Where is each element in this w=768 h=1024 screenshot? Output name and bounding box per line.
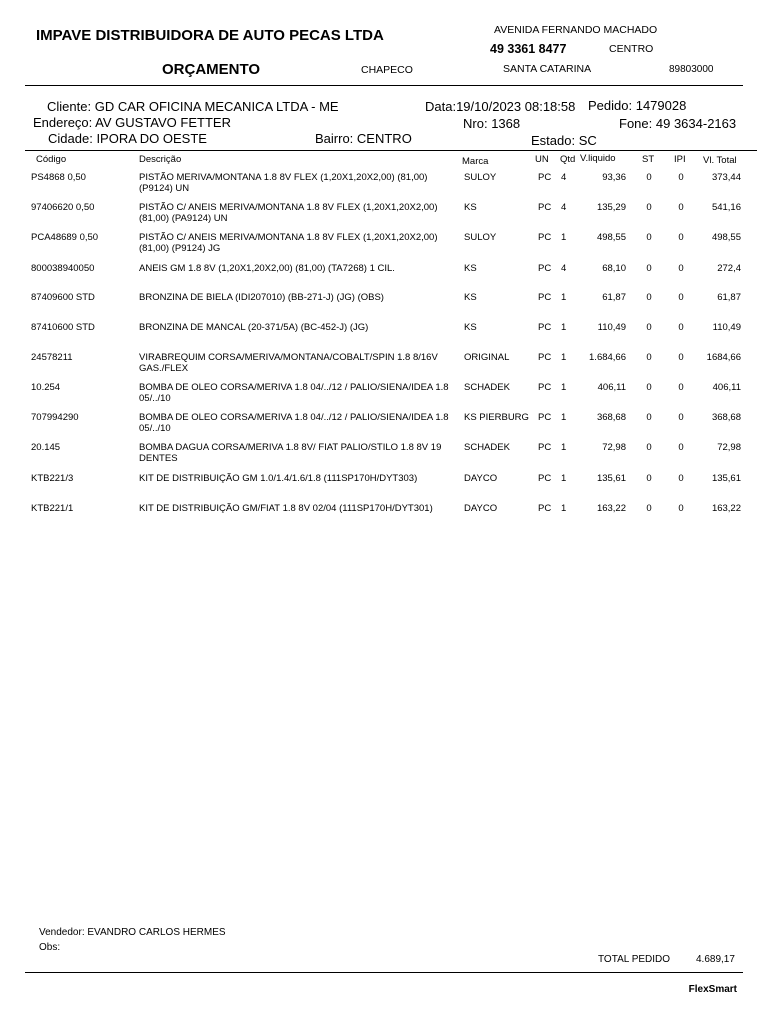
cell-total: 163,22 — [711, 503, 741, 514]
col-header-ipi: IPI — [674, 154, 686, 165]
table-row — [0, 412, 768, 442]
table-row — [0, 263, 768, 293]
cell-unit-price: 368,68 — [596, 412, 626, 423]
col-header-codigo: Código — [36, 154, 67, 165]
cell-total: 373,44 — [711, 172, 741, 183]
cell-total: 541,16 — [711, 202, 741, 213]
company-cep: 89803000 — [669, 64, 714, 75]
observations: Obs: — [39, 942, 61, 953]
city-label: Cidade: — [48, 131, 93, 146]
cell-ipi: 0 — [678, 263, 684, 274]
cell-unit: PC — [538, 172, 552, 183]
cell-quantity: 1 — [561, 473, 567, 484]
table-row — [0, 382, 768, 412]
cell-ipi: 0 — [678, 503, 684, 514]
pedido-label: Pedido: — [588, 98, 633, 113]
cell-unit-price: 135,29 — [596, 202, 626, 213]
estado-label: Estado: — [531, 133, 576, 148]
cell-st: 0 — [646, 292, 652, 303]
table-row — [0, 473, 768, 503]
fone-label: Fone: — [619, 116, 653, 131]
order-number — [588, 98, 686, 113]
cell-ipi: 0 — [678, 412, 684, 423]
cell-brand: KS — [464, 292, 477, 303]
cell-ipi: 0 — [678, 202, 684, 213]
cell-description: BRONZINA DE BIELA (IDI207010) (BB-271-J) (JG) (OBS) — [139, 292, 384, 303]
cell-code: 20.145 — [31, 442, 61, 453]
cell-unit-price: 110,49 — [597, 322, 626, 333]
cell-st: 0 — [646, 382, 652, 393]
company-street: AVENIDA FERNANDO MACHADO — [494, 24, 658, 36]
cell-unit-price: 72,98 — [602, 442, 626, 453]
cell-code: PCA48689 0,50 — [31, 232, 99, 243]
client-name — [47, 99, 339, 114]
cell-st: 0 — [646, 172, 652, 183]
footer-divider — [25, 972, 743, 973]
cell-quantity: 1 — [561, 232, 567, 243]
cell-st: 0 — [646, 322, 652, 333]
col-header-st: ST — [642, 154, 655, 165]
col-header-un: UN — [535, 154, 549, 165]
document-title: ORÇAMENTO — [162, 61, 261, 78]
cell-total: 110,49 — [712, 322, 741, 333]
cell-quantity: 4 — [561, 202, 567, 213]
cell-ipi: 0 — [678, 442, 684, 453]
address-label: Endereço: — [33, 115, 93, 130]
cell-description: ANEIS GM 1.8 8V (1,20X1,20X2,00) (81,00) (TA7268) 1 CIL. — [139, 263, 395, 274]
pedido-value: 1479028 — [635, 98, 687, 113]
cell-description: PISTÃO MERIVA/MONTANA 1.8 8V FLEX (1,20X1,20X2,00) (81,00) (P9124) UN — [139, 172, 428, 194]
table-row — [0, 202, 768, 232]
salesperson: Vendedor: EVANDRO CARLOS HERMES — [39, 927, 226, 938]
cell-brand: KS PIERBURG — [464, 412, 529, 423]
cell-description: VIRABREQUIM CORSA/MERIVA/MONTANA/COBALT/SPIN 1.8 8/16V GAS./FLEX — [139, 352, 438, 374]
bairro-value: CENTRO — [356, 131, 412, 146]
cell-description: BRONZINA DE MANCAL (20-371/5A) (BC-452-J) (JG) — [139, 322, 369, 333]
cell-brand: KS — [464, 322, 477, 333]
cell-quantity: 4 — [561, 172, 567, 183]
cell-brand: SULOY — [464, 172, 497, 183]
cell-total: 272,4 — [717, 263, 741, 274]
company-name: IMPAVE DISTRIBUIDORA DE AUTO PECAS LTDA — [36, 27, 384, 44]
cell-brand: DAYCO — [464, 503, 498, 514]
cell-unit-price: 68,10 — [602, 263, 626, 274]
cell-ipi: 0 — [678, 473, 684, 484]
cell-brand: KS — [464, 263, 477, 274]
cell-unit-price: 406,11 — [597, 382, 626, 393]
date-value: 19/10/2023 08:18:58 — [456, 99, 576, 114]
cell-st: 0 — [646, 352, 652, 363]
cell-code: PS4868 0,50 — [31, 172, 86, 183]
total-label: TOTAL PEDIDO — [598, 954, 671, 965]
table-header-divider — [25, 150, 757, 151]
date-label: Data: — [425, 99, 457, 114]
col-header-descricao: Descrição — [139, 154, 182, 165]
cell-unit-price: 61,87 — [602, 292, 626, 303]
cell-unit: PC — [538, 292, 552, 303]
client-label: Cliente: — [47, 99, 92, 114]
cell-brand: ORIGINAL — [464, 352, 510, 363]
cell-unit-price: 135,61 — [596, 473, 626, 484]
cell-code: 707994290 — [31, 412, 79, 423]
cell-st: 0 — [646, 442, 652, 453]
cell-quantity: 1 — [561, 503, 567, 514]
company-city: CHAPECO — [361, 64, 413, 76]
cell-brand: SULOY — [464, 232, 497, 243]
cell-code: KTB221/1 — [31, 503, 74, 514]
cell-ipi: 0 — [678, 352, 684, 363]
cell-brand: DAYCO — [464, 473, 498, 484]
cell-description: KIT DE DISTRIBUIÇÃO GM 1.0/1.4/1.6/1.8 (111SP170H/DYT303) — [139, 473, 418, 484]
cell-quantity: 1 — [561, 352, 567, 363]
cell-total: 368,68 — [711, 412, 741, 423]
cell-st: 0 — [646, 503, 652, 514]
cell-unit: PC — [538, 352, 552, 363]
table-row — [0, 292, 768, 322]
table-row — [0, 442, 768, 472]
cell-code: 97406620 0,50 — [31, 202, 95, 213]
cell-code: 87409600 STD — [31, 292, 95, 303]
cell-unit-price: 93,36 — [602, 172, 626, 183]
table-row — [0, 232, 768, 262]
total-value: 4.689,17 — [696, 954, 735, 965]
cell-quantity: 1 — [561, 292, 567, 303]
client-state — [531, 133, 597, 148]
cell-quantity: 1 — [561, 442, 567, 453]
cell-st: 0 — [646, 202, 652, 213]
cell-unit: PC — [538, 442, 552, 453]
nro-value: 1368 — [491, 116, 521, 131]
cell-ipi: 0 — [678, 382, 684, 393]
cell-total: 135,61 — [711, 473, 741, 484]
cell-ipi: 0 — [678, 232, 684, 243]
client-value: GD CAR OFICINA MECANICA LTDA - ME — [94, 99, 339, 114]
cell-quantity: 1 — [561, 322, 567, 333]
nro-label: Nro: — [463, 116, 488, 131]
cell-description: BOMBA DAGUA CORSA/MERIVA 1.8 8V/ FIAT PALIO/STILO 1.8 8V 19 DENTES — [139, 442, 442, 464]
cell-ipi: 0 — [678, 292, 684, 303]
cell-total: 498,55 — [711, 232, 741, 243]
cell-description: PISTÃO C/ ANEIS MERIVA/MONTANA 1.8 8V FLEX (1,20X1,20X2,00) (81,00) (PA9124) UN — [139, 202, 438, 224]
client-city — [48, 131, 207, 146]
client-phone — [619, 116, 736, 131]
cell-unit-price: 163,22 — [596, 503, 626, 514]
table-row — [0, 172, 768, 202]
cell-total: 1684,66 — [706, 352, 741, 363]
cell-st: 0 — [646, 232, 652, 243]
cell-st: 0 — [646, 263, 652, 274]
cell-unit: PC — [538, 412, 552, 423]
cell-unit: PC — [538, 232, 552, 243]
col-header-vltotal: Vl. Total — [703, 155, 737, 166]
table-row — [0, 352, 768, 382]
table-row — [0, 322, 768, 352]
cell-total: 72,98 — [717, 442, 741, 453]
col-header-vliquido: V.liquido — [580, 153, 616, 164]
cell-unit-price: 1.684,66 — [589, 352, 626, 363]
cell-total: 406,11 — [712, 382, 741, 393]
client-address — [33, 115, 231, 130]
order-date — [425, 99, 575, 114]
cell-ipi: 0 — [678, 172, 684, 183]
cell-brand: KS — [464, 202, 477, 213]
col-header-marca: Marca — [462, 156, 489, 167]
cell-brand: SCHADEK — [464, 382, 510, 393]
company-phone: 49 3361 8477 — [490, 42, 567, 56]
city-value: IPORA DO OESTE — [96, 131, 207, 146]
cell-quantity: 1 — [561, 382, 567, 393]
cell-code: 800038940050 — [31, 263, 95, 274]
client-district — [315, 131, 412, 146]
cell-unit: PC — [538, 263, 552, 274]
col-header-qtd: Qtd — [560, 154, 576, 165]
cell-unit: PC — [538, 382, 552, 393]
address-value: AV GUSTAVO FETTER — [95, 115, 231, 130]
header-divider — [25, 85, 743, 86]
cell-unit-price: 498,55 — [596, 232, 626, 243]
client-number — [463, 116, 520, 131]
cell-description: BOMBA DE OLEO CORSA/MERIVA 1.8 04/../12 / PALIO/SIENA/IDEA 1.8 05/../10 — [139, 412, 449, 434]
company-state: SANTA CATARINA — [503, 63, 592, 75]
cell-description: PISTÃO C/ ANEIS MERIVA/MONTANA 1.8 8V FLEX (1,20X1,20X2,00) (81,00) (P9124) JG — [139, 232, 438, 254]
cell-code: 10.254 — [31, 382, 61, 393]
cell-code: 87410600 STD — [31, 322, 95, 333]
table-row — [0, 503, 768, 533]
estado-value: SC — [578, 133, 597, 148]
cell-ipi: 0 — [678, 322, 684, 333]
cell-quantity: 1 — [561, 412, 567, 423]
company-district: CENTRO — [609, 43, 654, 55]
cell-unit: PC — [538, 473, 552, 484]
cell-code: 24578211 — [31, 352, 73, 363]
cell-description: KIT DE DISTRIBUIÇÃO GM/FIAT 1.8 8V 02/04 (111SP170H/DYT301) — [139, 503, 433, 514]
cell-code: KTB221/3 — [31, 473, 74, 484]
cell-quantity: 4 — [561, 263, 567, 274]
cell-unit: PC — [538, 503, 552, 514]
cell-brand: SCHADEK — [464, 442, 510, 453]
fone-value: 49 3634-2163 — [655, 116, 737, 131]
software-brand: FlexSmart — [688, 984, 737, 995]
cell-unit: PC — [538, 322, 552, 333]
cell-st: 0 — [646, 412, 652, 423]
bairro-label: Bairro: — [315, 131, 354, 146]
cell-description: BOMBA DE OLEO CORSA/MERIVA 1.8 04/../12 / PALIO/SIENA/IDEA 1.8 05/../10 — [139, 382, 449, 404]
cell-st: 0 — [646, 473, 652, 484]
cell-unit: PC — [538, 202, 552, 213]
cell-total: 61,87 — [717, 292, 741, 303]
